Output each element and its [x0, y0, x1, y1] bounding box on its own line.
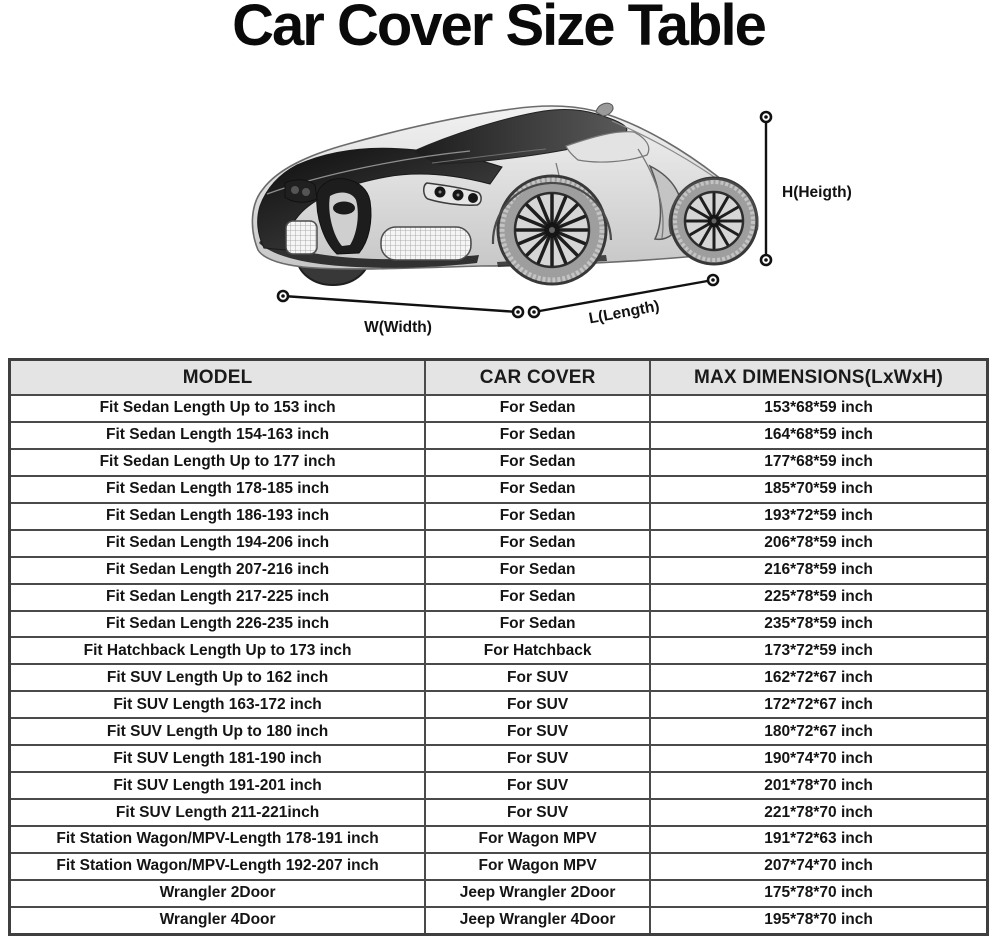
table-header-row — [10, 360, 988, 396]
table-row — [10, 395, 988, 422]
table-row — [10, 503, 988, 530]
front-wheel — [498, 176, 606, 284]
table-cell: For Sedan — [425, 584, 650, 611]
table-cell: For SUV — [425, 745, 650, 772]
table-cell: For Sedan — [425, 422, 650, 449]
table-cell: Fit Station Wagon/MPV-Length 192-207 inch — [10, 853, 426, 880]
table-cell: For SUV — [425, 799, 650, 826]
table-cell: 175*78*70 inch — [650, 880, 987, 907]
table-cell: Fit SUV Length 181-190 inch — [10, 745, 426, 772]
table-row — [10, 907, 988, 935]
page-title: Car Cover Size Table — [232, 0, 765, 58]
table-row — [10, 530, 988, 557]
column-header-max-dimensions: MAX DIMENSIONS(LxWxH) — [650, 360, 987, 396]
car-illustration — [240, 95, 880, 345]
left-air-intake — [286, 221, 317, 254]
table-cell: 201*78*70 inch — [650, 772, 987, 799]
table-cell: 173*72*59 inch — [650, 637, 987, 664]
table-cell: 172*72*67 inch — [650, 691, 987, 718]
center-air-intake — [381, 227, 471, 260]
table-row — [10, 476, 988, 503]
table-cell: Fit Sedan Length 207-216 inch — [10, 557, 426, 584]
table-cell: 221*78*70 inch — [650, 799, 987, 826]
height-dimension-label: H(Heigth) — [782, 184, 852, 201]
table-row — [10, 449, 988, 476]
table-row — [10, 853, 988, 880]
table-cell: 206*78*59 inch — [650, 530, 987, 557]
table-cell: For Sedan — [425, 503, 650, 530]
table-cell: Fit Sedan Length 226-235 inch — [10, 611, 426, 638]
table-cell: 216*78*59 inch — [650, 557, 987, 584]
table-cell: For SUV — [425, 718, 650, 745]
table-cell: 207*74*70 inch — [650, 853, 987, 880]
table-cell: Jeep Wrangler 4Door — [425, 907, 650, 935]
table-cell: For Sedan — [425, 476, 650, 503]
table-row — [10, 772, 988, 799]
table-cell: Fit Sedan Length Up to 177 inch — [10, 449, 426, 476]
table-cell: 153*68*59 inch — [650, 395, 987, 422]
table-row — [10, 745, 988, 772]
table-cell: Fit Sedan Length 186-193 inch — [10, 503, 426, 530]
table-cell: 193*72*59 inch — [650, 503, 987, 530]
table-cell: For Sedan — [425, 557, 650, 584]
table-cell: Fit Hatchback Length Up to 173 inch — [10, 637, 426, 664]
table-cell: For Sedan — [425, 449, 650, 476]
width-dimension-label: W(Width) — [364, 319, 432, 336]
table-cell: 177*68*59 inch — [650, 449, 987, 476]
column-header-car-cover: CAR COVER — [425, 360, 650, 396]
table-row — [10, 422, 988, 449]
table-cell: 191*72*63 inch — [650, 826, 987, 853]
table-cell: 225*78*59 inch — [650, 584, 987, 611]
size-table-body — [10, 395, 988, 935]
left-headlight — [285, 180, 317, 202]
table-cell: For SUV — [425, 691, 650, 718]
table-cell: Fit Sedan Length 178-185 inch — [10, 476, 426, 503]
size-table — [8, 358, 989, 936]
table-cell: For Hatchback — [425, 637, 650, 664]
table-cell: For Sedan — [425, 395, 650, 422]
table-row — [10, 826, 988, 853]
table-cell: Fit SUV Length 191-201 inch — [10, 772, 426, 799]
table-cell: For SUV — [425, 772, 650, 799]
table-cell: Fit SUV Length Up to 180 inch — [10, 718, 426, 745]
table-cell: Fit Sedan Length Up to 153 inch — [10, 395, 426, 422]
table-cell: Fit Station Wagon/MPV-Length 178-191 inch — [10, 826, 426, 853]
table-cell: 180*72*67 inch — [650, 718, 987, 745]
table-row — [10, 880, 988, 907]
table-cell: 235*78*59 inch — [650, 611, 987, 638]
table-cell: Fit SUV Length Up to 162 inch — [10, 664, 426, 691]
table-cell: 162*72*67 inch — [650, 664, 987, 691]
car-body-group — [252, 103, 757, 285]
table-row — [10, 664, 988, 691]
table-row — [10, 799, 988, 826]
table-cell: Fit Sedan Length 217-225 inch — [10, 584, 426, 611]
table-cell: Fit Sedan Length 154-163 inch — [10, 422, 426, 449]
table-row — [10, 691, 988, 718]
width-dimension-line — [283, 296, 518, 312]
table-cell: 190*74*70 inch — [650, 745, 987, 772]
table-cell: Wrangler 2Door — [10, 880, 426, 907]
column-header-model: MODEL — [10, 360, 426, 396]
table-cell: Jeep Wrangler 2Door — [425, 880, 650, 907]
table-cell: Fit SUV Length 163-172 inch — [10, 691, 426, 718]
table-cell: For Wagon MPV — [425, 826, 650, 853]
grille-badge — [333, 202, 355, 215]
table-row — [10, 611, 988, 638]
table-row — [10, 718, 988, 745]
table-cell: For Sedan — [425, 530, 650, 557]
table-cell: Wrangler 4Door — [10, 907, 426, 935]
table-cell: 195*78*70 inch — [650, 907, 987, 935]
table-row — [10, 637, 988, 664]
table-row — [10, 557, 988, 584]
table-cell: For SUV — [425, 664, 650, 691]
length-dimension-label: L(Length) — [587, 297, 661, 328]
table-cell: 164*68*59 inch — [650, 422, 987, 449]
table-cell: 185*70*59 inch — [650, 476, 987, 503]
table-cell: For Sedan — [425, 611, 650, 638]
table-row — [10, 584, 988, 611]
table-cell: For Wagon MPV — [425, 853, 650, 880]
table-cell: Fit Sedan Length 194-206 inch — [10, 530, 426, 557]
table-cell: Fit SUV Length 211-221inch — [10, 799, 426, 826]
